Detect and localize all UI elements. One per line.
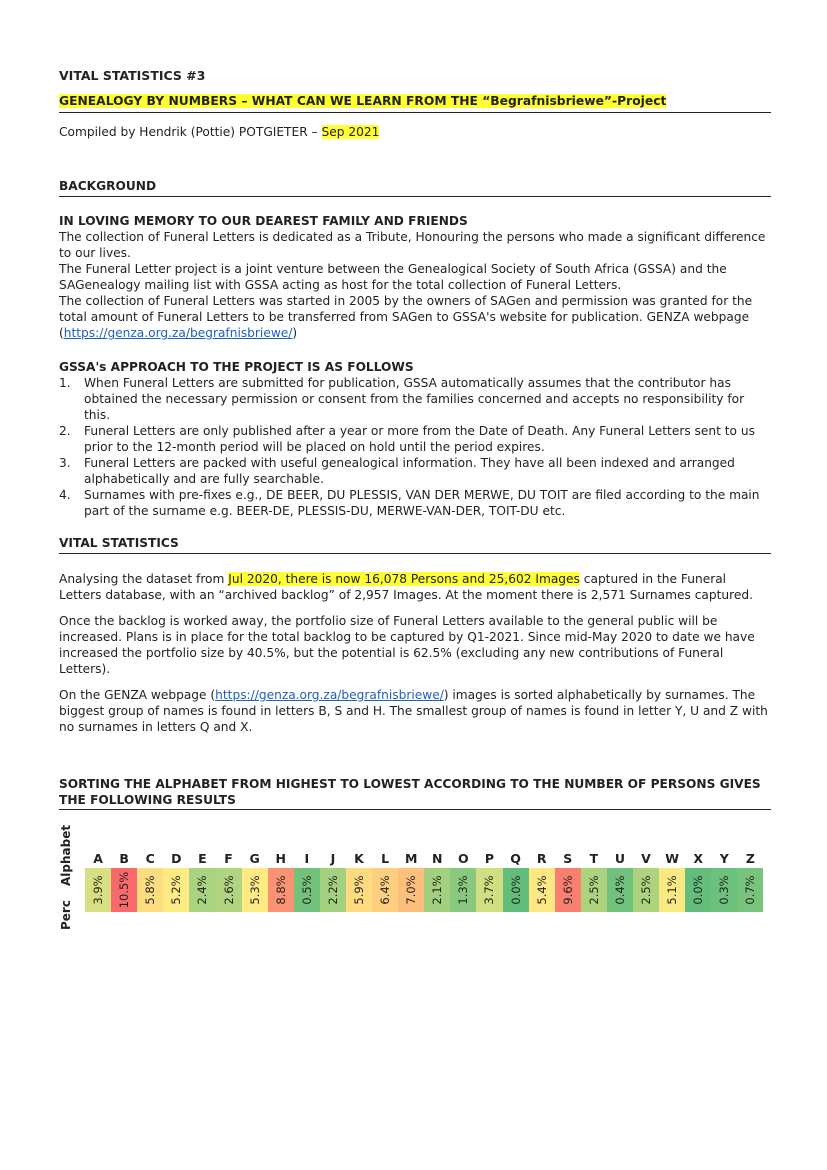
heatmap-cell [189, 868, 215, 912]
vital-para-1-post: captured in the Funeral Letters database, with an “archived backlog” of 2,957 Images. At the moment there is 2,571 Surnames captured. [59, 572, 753, 602]
heatmap-letter: W [665, 851, 679, 866]
heatmap-cell-label: 2.1% [430, 875, 445, 905]
heatmap-cell-label: 5.1% [665, 875, 680, 905]
vital-section [59, 571, 771, 735]
approach-list [59, 375, 771, 519]
heatmap-cell-label: 2.2% [325, 875, 340, 905]
background-heading: BACKGROUND [59, 179, 157, 193]
heatmap-letter: Y [719, 851, 729, 866]
heatmap-letter: H [275, 851, 286, 866]
list-item-text: When Funeral Letters are submitted for publication, GSSA automatically assumes that the contributor has obtained the necessary permission or consent from the families concerned and accepts no responsibility for this. [84, 376, 745, 422]
heatmap-cell-label: 0.4% [612, 875, 627, 905]
heatmap-cell-label: 1.3% [456, 875, 471, 905]
heatmap-cell [85, 868, 111, 912]
heatmap-table [85, 822, 763, 912]
heatmap-letter: V [641, 851, 651, 866]
heatmap-letter: L [381, 851, 390, 866]
vital-para-3-pre: On the GENZA webpage ( [59, 688, 216, 702]
heatmap-letter: D [171, 851, 182, 866]
approach-section [59, 359, 771, 519]
heatmap-cell-label: 5.8% [143, 875, 158, 905]
heatmap-cell [555, 868, 581, 912]
list-item [59, 487, 771, 519]
background-section [59, 213, 771, 341]
perc-row [85, 868, 763, 912]
list-item-number: 2. [59, 424, 71, 438]
vital-heading-block [59, 536, 771, 554]
heatmap-letter: O [458, 851, 469, 866]
heatmap-letter: Q [510, 851, 521, 866]
heatmap-cell-label: 2.4% [195, 875, 210, 905]
heatmap-cell [529, 868, 555, 912]
heatmap-letter: Z [745, 851, 755, 866]
heatmap-cell [398, 868, 424, 912]
heatmap-letter: G [249, 851, 260, 866]
list-item-text: Funeral Letters are only published after a year or more from the Date of Death. Any Funeral Letters sent to us prior to the 12-month period will be placed on hold until the period expires. [84, 424, 755, 454]
heatmap-letter: S [563, 851, 573, 866]
compiled-date: Sep 2021 [321, 125, 380, 139]
letter-row [85, 822, 763, 868]
list-item [59, 375, 771, 423]
sorting-heading-block [59, 776, 771, 810]
background-heading-block [59, 179, 771, 197]
heatmap-cell-label: 10.5% [117, 871, 132, 909]
heatmap-cell [320, 868, 346, 912]
vital-para-1 [59, 571, 771, 603]
background-para-3 [59, 293, 771, 341]
background-para-3-end: ) [292, 326, 298, 340]
heatmap-letter: U [614, 851, 625, 866]
heatmap-cell-label: 0.5% [299, 875, 314, 905]
background-para-3-text: The collection of Funeral Letters was started in 2005 by the owners of SAGen and permission was granted for the total amount of Funeral Letters to be transferred from SAGen to GSSA's website for publication. GENZA webpage ( [59, 294, 753, 340]
compiled-prefix: Compiled by Hendrik (Pottie) POTGIETER – [59, 125, 322, 139]
heatmap-cell-label: 5.9% [351, 875, 366, 905]
background-para-2: The Funeral Letter project is a joint venture between the Genealogical Society of South Africa (GSSA) and the SAGenealogy mailing list with GSSA acting as host for the total collection of Funeral Letters. [59, 262, 727, 292]
list-item [59, 423, 771, 455]
heatmap-letter: P [484, 851, 495, 866]
alphabet-heatmap [59, 822, 771, 932]
heatmap-cell-label: 3.7% [482, 875, 497, 905]
heatmap-letter: X [693, 851, 704, 866]
row-label-alphabet: Alphabet [59, 824, 73, 886]
heatmap-cell [215, 868, 241, 912]
heatmap-cell-label: 0.7% [743, 875, 758, 905]
list-item-text: Surnames with pre-fixes e.g., DE BEER, DU PLESSIS, VAN DER MERWE, DU TOIT are filed according to the main part of the surname e.g. BEER-DE, PLESSIS-DU, MERWE-VAN-DER, TOIT-DU etc. [84, 488, 760, 518]
heatmap-cell [294, 868, 320, 912]
genza-link[interactable]: https://genza.org.za/begrafnisbriewe/ [215, 688, 444, 702]
list-item-number: 4. [59, 488, 71, 502]
heatmap-cell-label: 5.3% [247, 875, 262, 905]
vital-para-2: Once the backlog is worked away, the portfolio size of Funeral Letters available to the general public will be increased. Plans is in place for the total backlog to be captured by Q1-2021. Since mid-May 2020 to date we have increased the portfolio size by 40.5%, but the potential is 62.5% (excluding any new contributions of Funeral Letters). [59, 614, 755, 676]
approach-heading: GSSA's APPROACH TO THE PROJECT IS AS FOLLOWS [59, 360, 414, 374]
list-item [59, 455, 771, 487]
heatmap-letter: R [536, 851, 547, 866]
heatmap-letter: F [224, 851, 233, 866]
heatmap-cell [111, 868, 137, 912]
heatmap-cell-label: 5.4% [534, 875, 549, 905]
heatmap-cell [711, 868, 737, 912]
heatmap-cell [163, 868, 189, 912]
heatmap-cell-label: 2.5% [639, 875, 654, 905]
doc-title-block [59, 94, 771, 113]
heatmap-letter: I [304, 851, 310, 866]
vital-para-3 [59, 687, 771, 735]
doc-title: GENEALOGY BY NUMBERS – WHAT CAN WE LEARN FROM THE “Begrafnisbriewe”-Project [59, 94, 667, 108]
heatmap-cell-label: 0.3% [717, 875, 732, 905]
list-item-number: 3. [59, 456, 71, 470]
list-item-text: Funeral Letters are packed with useful genealogical information. They have all been indexed and arranged alphabetically and are fully searchable. [84, 456, 735, 486]
heatmap-cell [372, 868, 398, 912]
heatmap-cell-label: 6.4% [378, 875, 393, 905]
heatmap-cell [137, 868, 163, 912]
heatmap-cell [581, 868, 607, 912]
vital-para-1-pre: Analysing the dataset from [59, 572, 229, 586]
list-item-number: 1. [59, 376, 71, 390]
heatmap-cell [607, 868, 633, 912]
heatmap-letter: K [354, 851, 364, 866]
vital-para-3-post: ) images is sorted alphabetically by surnames. The biggest group of names is found in letters B, S and H. The smallest group of names is found in letter Y, U and Z with no surnames in letters Q and X. [59, 688, 768, 734]
heatmap-cell-label: 8.8% [273, 875, 288, 905]
heatmap-cell [737, 868, 763, 912]
heatmap-cell [476, 868, 502, 912]
heatmap-cell-label: 7.0% [404, 875, 419, 905]
heatmap-cell [346, 868, 372, 912]
heatmap-cell-label: 2.6% [221, 875, 236, 905]
heatmap-cell [503, 868, 529, 912]
heatmap-letter: B [119, 851, 129, 866]
heatmap-cell-label: 2.5% [586, 875, 601, 905]
heatmap-cell [685, 868, 711, 912]
memory-heading: IN LOVING MEMORY TO OUR DEAREST FAMILY AND FRIENDS [59, 214, 468, 228]
heatmap-letter: T [589, 851, 599, 866]
heatmap-cell-label: 0.0% [508, 875, 523, 905]
heatmap-letter: E [198, 851, 207, 866]
heatmap-cell-label: 5.2% [169, 875, 184, 905]
heatmap-letter: C [145, 851, 155, 866]
row-label-perc: Perc [59, 900, 73, 930]
background-para-1: The collection of Funeral Letters is dedicated as a Tribute, Honouring the persons who made a significant difference to our lives. [59, 230, 766, 260]
heatmap-cell [424, 868, 450, 912]
sorting-heading: SORTING THE ALPHABET FROM HIGHEST TO LOWEST ACCORDING TO THE NUMBER OF PERSONS GIVES THE FOLLOWING RESULTS [59, 777, 761, 807]
heatmap-cell [659, 868, 685, 912]
heatmap-cell [268, 868, 294, 912]
heatmap-cell [242, 868, 268, 912]
heatmap-letter: M [404, 851, 418, 866]
heatmap-cell-label: 9.6% [560, 875, 575, 905]
heatmap-cell [633, 868, 659, 912]
heatmap-cell [450, 868, 476, 912]
heatmap-letter: J [330, 851, 336, 866]
heatmap-cell-label: 3.9% [91, 875, 106, 905]
genza-link[interactable]: https://genza.org.za/begrafnisbriewe/ [63, 326, 293, 340]
heatmap-letter: A [93, 851, 103, 866]
vital-para-1-highlight: Jul 2020, there is now 16,078 Persons and 25,602 Images [228, 572, 580, 586]
heatmap-cell-label: 0.0% [691, 875, 706, 905]
heatmap-letter: N [432, 851, 443, 866]
vital-heading: VITAL STATISTICS [59, 536, 179, 550]
doc-label: VITAL STATISTICS #3 [59, 68, 206, 83]
compiled-by [59, 125, 379, 139]
